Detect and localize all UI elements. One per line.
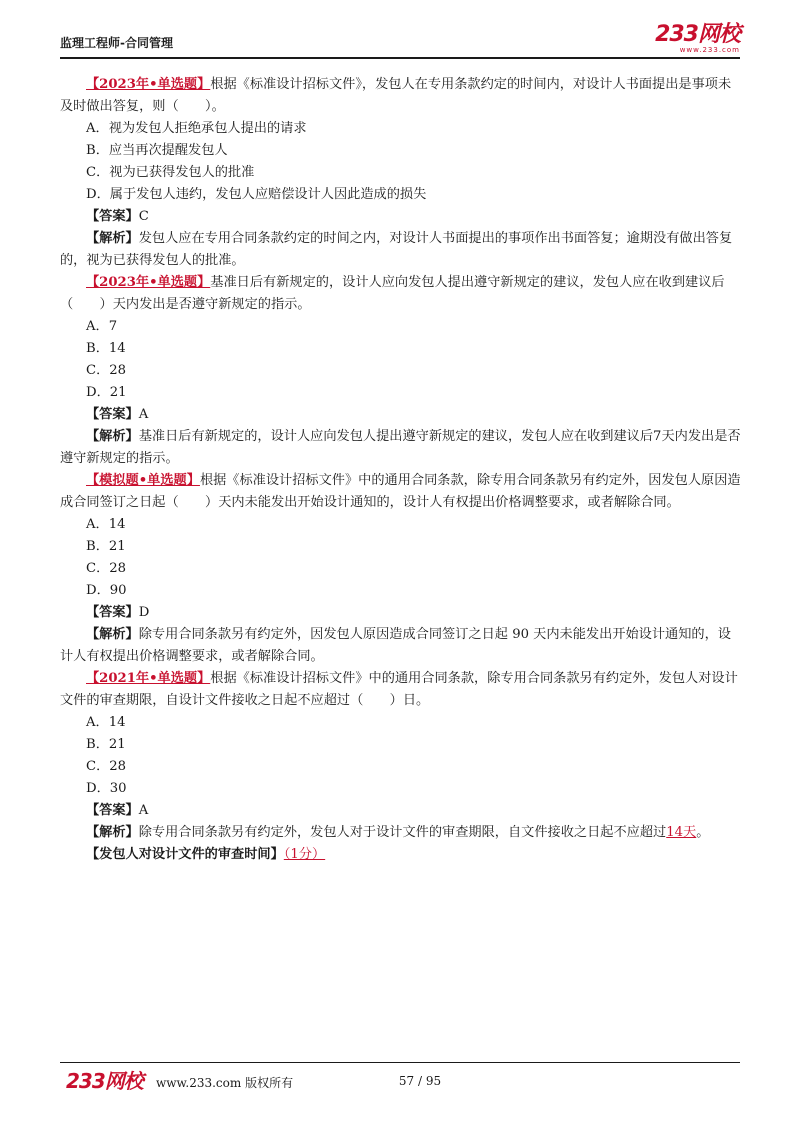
- answer-label: 【答案】: [86, 605, 139, 620]
- option: B．21: [86, 539, 126, 554]
- answer: [60, 206, 742, 228]
- header-title: 监理工程师-合同管理: [60, 36, 173, 50]
- analysis-text: 基准日后有新规定的，设计人应向发包人提出遵守新规定的建议，发包人应在收到建议后7天内发出是否遵守新规定的指示。: [60, 429, 741, 466]
- answer: [60, 404, 742, 426]
- header-divider: [60, 57, 740, 59]
- option: C．28: [86, 561, 127, 576]
- question-tag: 【2023年•单选题】: [86, 275, 211, 290]
- question-tag: 【模拟题•单选题】: [86, 473, 200, 488]
- option: C．28: [86, 759, 127, 774]
- page-header: [60, 24, 740, 54]
- option: D．属于发包人违约，发包人应赔偿设计人因此造成的损失: [86, 187, 427, 202]
- analysis-highlight: 14天: [666, 825, 697, 840]
- knowledge-point: [60, 844, 742, 866]
- option: B．21: [86, 737, 126, 752]
- question-tag: 【2023年•单选题】: [86, 77, 211, 92]
- answer-value: A: [138, 803, 149, 818]
- analysis-label: 【解析】: [86, 825, 139, 840]
- option: A．7: [86, 319, 118, 334]
- question-text: 根据《标准设计招标文件》，发包人在专用条款约定的时间内，对设计人书面提出是事项未及时做出答复，则（ ）。: [60, 77, 732, 114]
- answer-label: 【答案】: [86, 407, 139, 422]
- analysis-text: 发包人应在专用合同条款约定的时间之内，对设计人书面提出的事项作出书面答复；逾期没有做出答复的，视为已获得发包人的批准。: [60, 231, 733, 268]
- question-stem: [60, 470, 742, 514]
- option: A．14: [86, 715, 126, 730]
- analysis-text: 除专用合同条款另有约定外，因发包人原因造成合同签订之日起 90 天内未能发出开始设计通知的，设计人有权提出价格调整要求，或者解除合同。: [60, 627, 731, 664]
- question-stem: [60, 272, 742, 316]
- option: D．30: [86, 781, 127, 796]
- option: A．视为发包人拒绝承包人提出的请求: [86, 121, 307, 136]
- footer-copyright: www.233.com 版权所有: [156, 1076, 294, 1090]
- logo-text: 233网校: [655, 22, 740, 47]
- analysis-label: 【解析】: [86, 429, 139, 444]
- knowledge-point-score: （1分）: [283, 847, 326, 862]
- option: D．90: [86, 583, 127, 598]
- answer-value: C: [138, 209, 149, 224]
- option: B．14: [86, 341, 126, 356]
- analysis: [60, 624, 742, 668]
- answer-value: A: [138, 407, 149, 422]
- option: A．14: [86, 517, 126, 532]
- question-text: 根据《标准设计招标文件》中的通用合同条款，除专用合同条款另有约定外，因发包人原因造成合同签订之日起（ ）天内未能发出开始设计通知的，设计人有权提出价格调整要求，或者解除合同。: [60, 473, 741, 510]
- answer-value: D: [138, 605, 150, 620]
- option: C．28: [86, 363, 127, 378]
- question-stem: [60, 668, 742, 712]
- page-number: 57 / 95: [398, 1074, 442, 1088]
- footer-divider: [60, 1062, 740, 1063]
- page-content: [60, 74, 742, 866]
- option: D．21: [86, 385, 127, 400]
- footer-logo: 233网校: [66, 1069, 143, 1093]
- question-stem: [60, 74, 742, 118]
- analysis-text-end: 。: [696, 825, 710, 840]
- option: B．应当再次提醒发包人: [86, 143, 228, 158]
- analysis-label: 【解析】: [86, 627, 139, 642]
- page-footer: [60, 1070, 740, 1094]
- answer-label: 【答案】: [86, 209, 139, 224]
- question-text: 根据《标准设计招标文件》中的通用合同条款，除专用合同条款另有约定外，发包人对设计文件的审查期限，自设计文件接收之日起不应超过（ ）日。: [60, 671, 738, 708]
- answer-label: 【答案】: [86, 803, 139, 818]
- analysis: [60, 228, 742, 272]
- analysis: [60, 426, 742, 470]
- logo-url: www.233.com: [679, 46, 740, 54]
- answer: [60, 800, 742, 822]
- option: C．视为已获得发包人的批准: [86, 165, 255, 180]
- knowledge-point-label: 【发包人对设计文件的审查时间】: [86, 847, 284, 862]
- brand-logo: [655, 24, 740, 54]
- analysis-label: 【解析】: [86, 231, 139, 246]
- question-tag: 【2021年•单选题】: [86, 671, 211, 686]
- analysis-text: 除专用合同条款另有约定外，发包人对于设计文件的审查期限，自文件接收之日起不应超过: [138, 825, 667, 840]
- question-text: 基准日后有新规定的，设计人应向发包人提出遵守新规定的建议，发包人应在收到建议后（ ）天内发出是否遵守新规定的指示。: [60, 275, 725, 312]
- analysis: [60, 822, 742, 844]
- answer: [60, 602, 742, 624]
